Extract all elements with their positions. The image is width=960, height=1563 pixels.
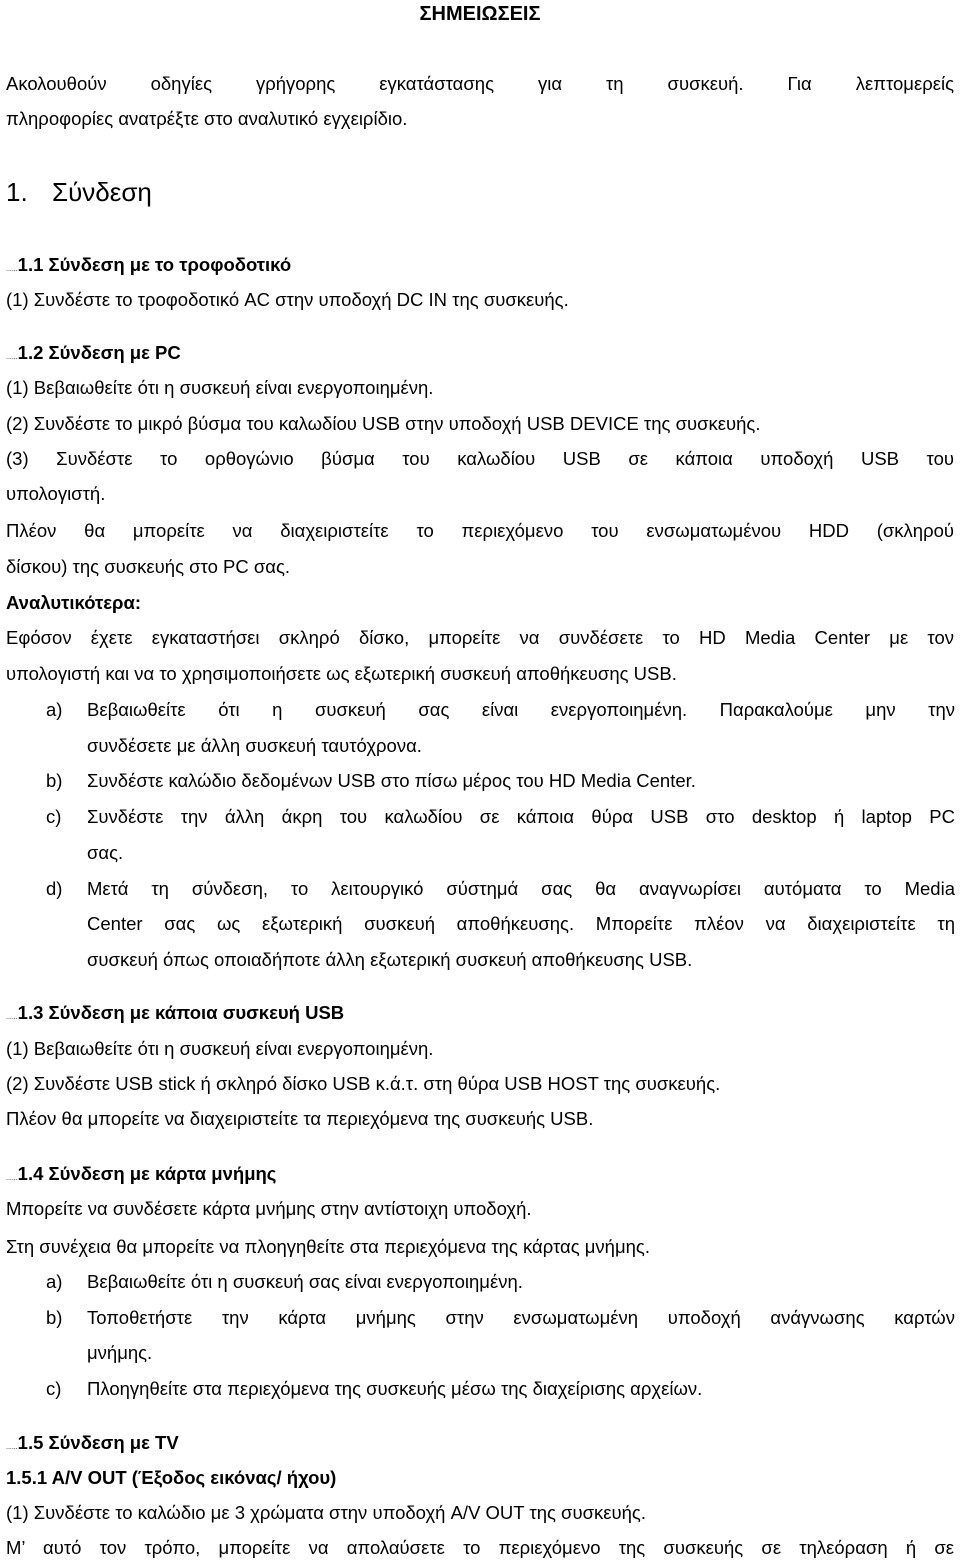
list-item-label: d) <box>46 878 63 899</box>
heading-text: 1.2 Σύνδεση με PC <box>17 342 181 363</box>
heading-dots: ...... <box>6 266 18 273</box>
list-item-text: Βεβαιωθείτε ότι η συσκευή σας είναι ενεργοποιημένη. <box>87 1271 523 1292</box>
list-item-text: Τοποθετήστε την κάρτα μνήμης στην ενσωματωμένη υποδοχή ανάγνωσης καρτών <box>87 1307 955 1328</box>
list-item-text: σας. <box>87 842 124 863</box>
heading-dots: ...... <box>6 1014 18 1021</box>
s12-line-2: (2) Συνδέστε το μικρό βύσμα του καλωδίου USB στην υποδοχή USB DEVICE της συσκευής. <box>6 413 761 434</box>
list-item-text: Συνδέστε την άλλη άκρη του καλωδίου σε κάποια θύρα USB στο desktop ή laptop PC <box>87 806 955 827</box>
s13-line-2: (2) Συνδέστε USB stick ή σκληρό δίσκο USB κ.ά.τ. στη θύρα USB HOST της συσκευής. <box>6 1073 721 1094</box>
heading-dots: ...... <box>6 1175 18 1182</box>
subsection-heading-1-1 <box>6 253 291 282</box>
detail-line-2: υπολογιστή και να το χρησιμοποιήσετε ως εξωτερική συσκευή αποθήκευσης USB. <box>6 663 677 684</box>
s12-line-3b: υπολογιστή. <box>6 483 106 504</box>
intro-line-1: Ακολουθούν οδηγίες γρήγορης εγκατάστασης για τη συσκευή. Για λεπτομερείς <box>6 73 954 94</box>
list-item-text: Center σας ως εξωτερική συσκευή αποθήκευσης. Μπορείτε πλέον να διαχειριστείτε τη <box>87 913 955 934</box>
list-item-text: Συνδέστε καλώδιο δεδομένων USB στο πίσω μέρος του HD Media Center. <box>87 770 696 791</box>
s11-line-1: (1) Συνδέστε το τροφοδοτικό AC στην υποδοχή DC IN της συσκευής. <box>6 289 569 310</box>
list-item-text: συσκευή όπως οποιαδήποτε άλλη εξωτερική συσκευή αποθήκευσης USB. <box>87 949 693 970</box>
section-title: Σύνδεση <box>52 177 152 207</box>
subsection-heading-1-3 <box>6 1001 344 1030</box>
subsection-heading-1-2 <box>6 341 181 370</box>
detail-heading: Αναλυτικότερα: <box>6 592 142 613</box>
s13-line-1: (1) Βεβαιωθείτε ότι η συσκευή είναι ενεργοποιημένη. <box>6 1038 434 1059</box>
s13-line-3: Πλέον θα μπορείτε να διαχειριστείτε τα περιεχόμενα της συσκευής USB. <box>6 1108 594 1129</box>
s12-line-1: (1) Βεβαιωθείτε ότι η συσκευή είναι ενεργοποιημένη. <box>6 377 434 398</box>
heading-text: 1.5 Σύνδεση με TV <box>17 1432 179 1453</box>
heading-text: 1.3 Σύνδεση με κάποια συσκευή USB <box>17 1002 345 1023</box>
s14-line-2: Στη συνέχεια θα μπορείτε να πλοηγηθείτε στα περιεχόμενα της κάρτας μνήμης. <box>6 1236 650 1257</box>
list-item-label: b) <box>46 1307 63 1328</box>
heading-dots: ...... <box>6 354 18 361</box>
list-item-label: b) <box>46 770 63 791</box>
list-item-text: Πλοηγηθείτε στα περιεχόμενα της συσκευής μέσω της διαχείρισης αρχείων. <box>87 1378 703 1399</box>
s15-line-1: (1) Συνδέστε το καλώδιο με 3 χρώματα στην υποδοχή A/V OUT της συσκευής. <box>6 1502 646 1523</box>
list-item-text: μνήμης. <box>87 1342 153 1363</box>
s15-line-2: Μ’ αυτό τον τρόπο, μπορείτε να απολαύσετε το περιεχόμενο της συσκευής σε τηλεόραση ή σε <box>6 1537 954 1558</box>
page-title: ΣΗΜΕΙΩΣΕΙΣ <box>419 3 541 25</box>
list-item-text: Βεβαιωθείτε ότι η συσκευή σας είναι ενεργοποιημένη. Παρακαλούμε μην την <box>87 699 955 720</box>
subsection-heading-1-4 <box>6 1162 276 1191</box>
list-item-label: c) <box>46 1378 62 1399</box>
section-number: 1. <box>6 177 28 207</box>
intro-line-2: πληροφορίες ανατρέξτε στο αναλυτικό εγχειρίδιο. <box>6 108 408 129</box>
s12-line-4a: Πλέον θα μπορείτε να διαχειριστείτε το περιεχόμενο του ενσωματωμένου HDD (σκληρού <box>6 520 954 541</box>
list-item-label: c) <box>46 806 62 827</box>
detail-line-1: Εφόσον έχετε εγκαταστήσει σκληρό δίσκο, μπορείτε να συνδέσετε το HD Media Center με τον <box>6 627 954 648</box>
list-item-label: a) <box>46 1271 63 1292</box>
s14-line-1: Μπορείτε να συνδέσετε κάρτα μνήμης στην αντίστοιχη υποδοχή. <box>6 1198 532 1219</box>
subsection-heading-1-5 <box>6 1431 179 1460</box>
list-item-text: συνδέσετε με άλλη συσκευή ταυτόχρονα. <box>87 735 422 756</box>
s12-line-3a: (3) Συνδέστε το ορθογώνιο βύσμα του καλωδίου USB σε κάποια υποδοχή USB του <box>6 448 954 469</box>
subsection-heading-1-5-1: 1.5.1 A/V OUT (Έξοδος εικόνας/ ήχου) <box>6 1467 337 1488</box>
heading-dots: ...... <box>6 1444 18 1451</box>
heading-text: 1.4 Σύνδεση με κάρτα μνήμης <box>17 1163 277 1184</box>
list-item-text: Μετά τη σύνδεση, το λειτουργικό σύστημά σας θα αναγνωρίσει αυτόματα το Media <box>87 878 955 899</box>
heading-text: 1.1 Σύνδεση με το τροφοδοτικό <box>17 254 292 275</box>
section-heading-1 <box>6 176 152 208</box>
list-item-label: a) <box>46 699 63 720</box>
s12-line-4b: δίσκου) της συσκευής στο PC σας. <box>6 556 291 577</box>
